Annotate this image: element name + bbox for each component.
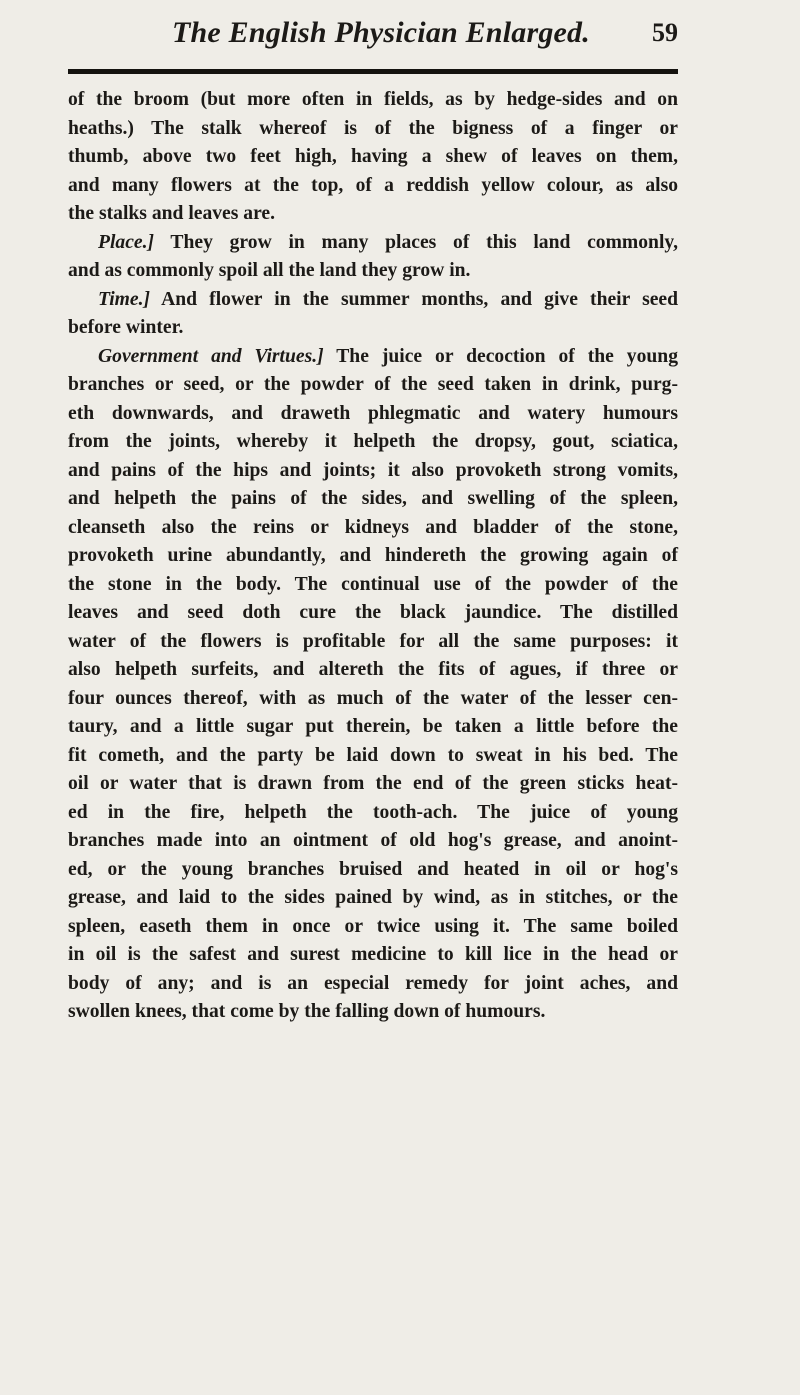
text-line: branches made into an ointment of old hog's grease, and anoint- xyxy=(68,830,678,851)
text-line: and many flowers at the top, of a reddish yellow colour, as also xyxy=(68,174,678,196)
text-line: of the broom (but more often in fields, as by hedge-sides and on xyxy=(68,89,678,110)
running-title: The English Physician Enlarged. xyxy=(172,16,590,49)
time-label: Time.] xyxy=(98,288,151,310)
text-line: body of any; and is an especial remedy for joint aches, and xyxy=(68,972,678,994)
text-line: before winter. xyxy=(68,317,184,338)
text-line: eth downwards, and draweth phlegmatic and watery humours xyxy=(68,402,678,424)
text-line: branches or seed, or the powder of the seed taken in drink, purg- xyxy=(68,374,678,395)
text-line: provoketh urine abundantly, and hindereth the growing again of xyxy=(68,545,678,566)
text-line: four ounces thereof, with as much of the water of the lesser cen- xyxy=(68,687,678,709)
text-line: ed in the fire, helpeth the tooth-ach. The juice of young xyxy=(68,801,678,823)
place-text: They grow in many places of this land commonly, xyxy=(154,231,678,253)
text-line: and helpeth the pains of the sides, and swelling of the spleen, xyxy=(68,488,678,509)
text-line: the stalks and leaves are. xyxy=(68,203,276,224)
text-line: ed, or the young branches bruised and heated in oil or hog's xyxy=(68,858,678,880)
text-line: water of the flowers is profitable for all the same purposes: it xyxy=(68,630,678,652)
text-line: also helpeth surfeits, and altereth the fits of agues, if three or xyxy=(68,659,678,680)
text-line: and as commonly spoil all the land they grow in. xyxy=(68,260,471,281)
virtues-paragraph-line xyxy=(68,343,678,372)
text-line: the stone in the body. The continual use of the powder of the xyxy=(68,573,678,595)
time-paragraph-line xyxy=(68,286,678,315)
text-line: fit cometh, and the party be laid down to sweat in his bed. The xyxy=(68,744,678,766)
place-label: Place.] xyxy=(98,231,155,253)
text-line: taury, and a little sugar put therein, be taken a little before the xyxy=(68,716,678,737)
running-header xyxy=(68,16,678,56)
text-line: cleanseth also the reins or kidneys and bladder of the stone, xyxy=(68,516,678,538)
text-line: and pains of the hips and joints; it also provoketh strong vomits, xyxy=(68,459,678,481)
virtues-label: Government and Virtues.] xyxy=(98,345,324,367)
text-line: grease, and laid to the sides pained by wind, as in stitches, or the xyxy=(68,887,678,908)
text-line: leaves and seed doth cure the black jaundice. The distilled xyxy=(68,602,678,623)
header-rule xyxy=(68,69,678,74)
text-line: heaths.) The stalk whereof is of the bigness of a finger or xyxy=(68,117,678,139)
text-line: in oil is the safest and surest medicine to kill lice in the head or xyxy=(68,944,678,965)
text-line: oil or water that is drawn from the end of the green sticks heat- xyxy=(68,773,678,794)
text-line: from the joints, whereby it helpeth the dropsy, gout, sciatica, xyxy=(68,431,678,452)
text-line: thumb, above two feet high, having a shew of leaves on them, xyxy=(68,146,678,167)
time-text: And flower in the summer months, and give their seed xyxy=(150,288,678,310)
text-line: spleen, easeth them in once or twice using it. The same boiled xyxy=(68,915,678,937)
page-number: 59 xyxy=(652,18,678,47)
body-text xyxy=(68,86,678,1027)
text-line: swollen knees, that come by the falling down of humours. xyxy=(68,1001,546,1022)
place-paragraph-line xyxy=(68,229,678,258)
virtues-text: The juice or decoction of the young xyxy=(323,345,678,367)
